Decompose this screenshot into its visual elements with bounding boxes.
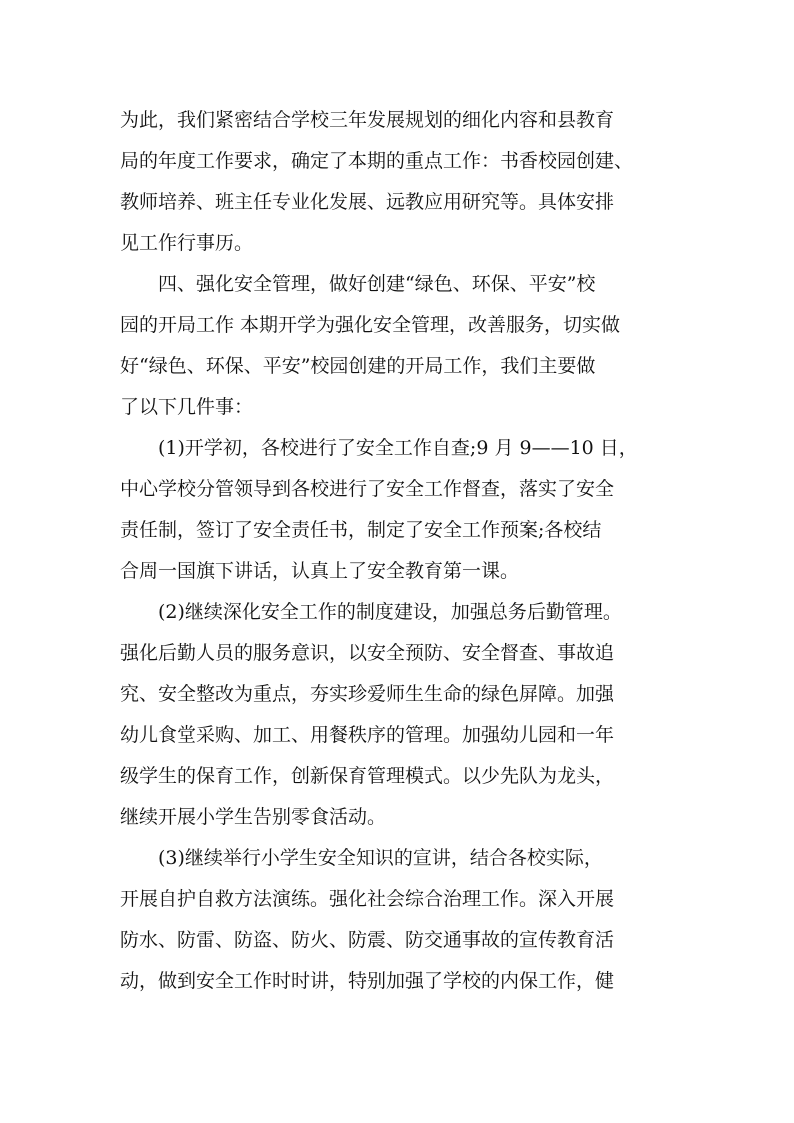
- text-line: 开展自护自救方法演练。强化社会综合治理工作。深入开展: [120, 888, 615, 910]
- list-item-line: (1)开学初，各校进行了安全工作自查;9 月 9——10 日，: [158, 437, 638, 459]
- text-line: 级学生的保育工作，创新保育管理模式。以少先队为龙头，: [120, 765, 615, 787]
- text-line: 好“绿色、环保、平安”校园创建的开局工作，我们主要做: [120, 355, 596, 377]
- text-line: 动，做到安全工作时时讲，特别加强了学校的内保工作，健: [120, 970, 615, 992]
- text-line: 合周一国旗下讲话，认真上了安全教育第一课。: [120, 560, 520, 582]
- text-line: 局的年度工作要求，确定了本期的重点工作：书香校园创建、: [120, 150, 634, 172]
- text-line: 了以下几件事：: [120, 396, 254, 418]
- body-text: [120, 100, 690, 1002]
- text-line: 园的开局工作 本期开学为强化安全管理，改善服务，切实做: [120, 314, 621, 336]
- text-line: 幼儿食堂采购、加工、用餐秩序的管理。加强幼儿园和一年: [120, 724, 615, 746]
- text-line: 防水、防雷、防盗、防火、防震、防交通事故的宣传教育活: [120, 929, 615, 951]
- list-item-line: (2)继续深化安全工作的制度建设，加强总务后勤管理。: [158, 601, 622, 623]
- text-line: 中心学校分管领导到各校进行了安全工作督查，落实了安全: [120, 478, 615, 500]
- text-line: 继续开展小学生告别零食活动。: [120, 806, 387, 828]
- list-item-line: (3)继续举行小学生安全知识的宣讲，结合各校实际，: [158, 847, 603, 869]
- text-line: 责任制，签订了安全责任书，制定了安全工作预案;各校结: [120, 519, 602, 541]
- text-line: 教师培养、班主任专业化发展、远教应用研究等。具体安排: [120, 191, 615, 213]
- text-line: 强化后勤人员的服务意识，以安全预防、安全督查、事故追: [120, 642, 615, 664]
- text-line: 见工作行事历。: [120, 232, 254, 254]
- section-heading-line: 四、强化安全管理，做好创建“绿色、环保、平安”校: [158, 273, 596, 295]
- text-line: 究、安全整改为重点，夯实珍爱师生生命的绿色屏障。加强: [120, 683, 615, 705]
- text-line: 为此，我们紧密结合学校三年发展规划的细化内容和县教育: [120, 109, 615, 131]
